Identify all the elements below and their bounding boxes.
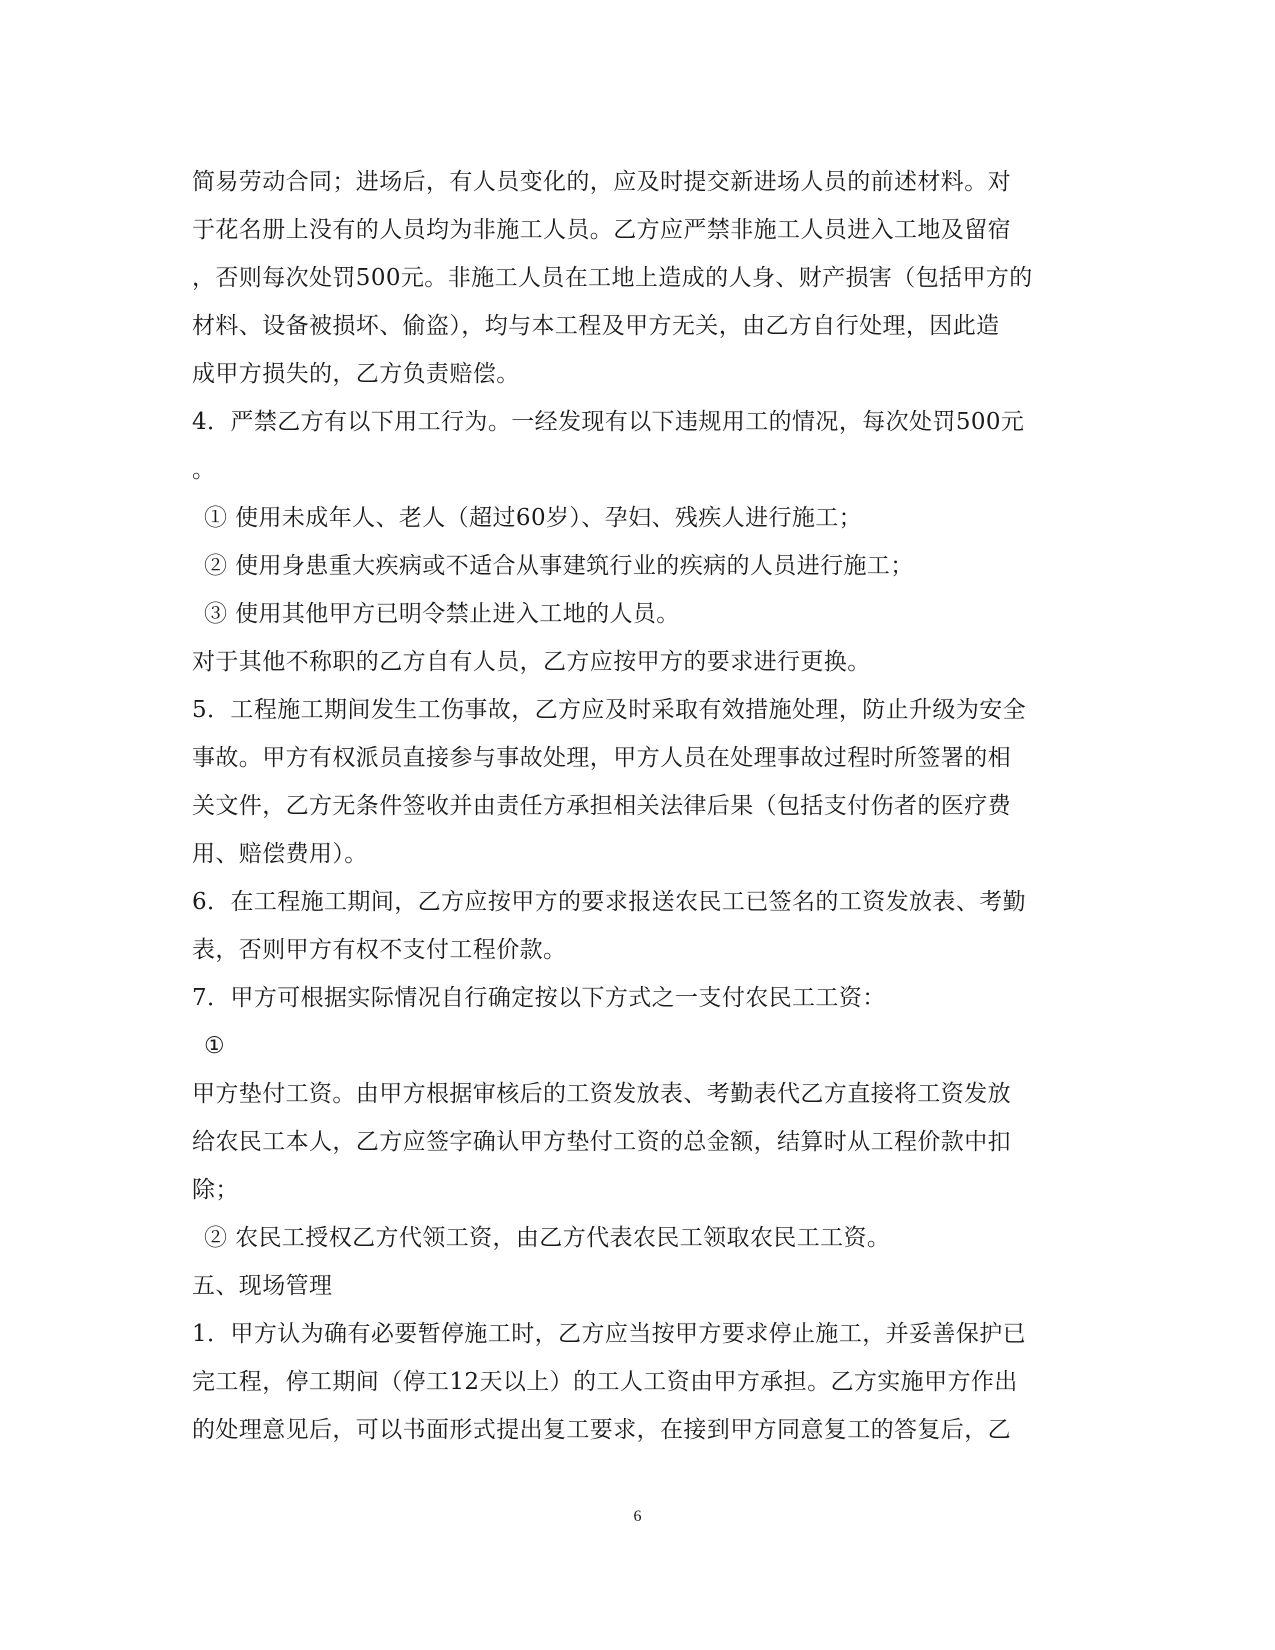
text-line: 给农民工本人，乙方应签字确认甲方垫付工资的总金额，结算时从工程价款中扣 [192,1129,1011,1155]
text-line: 除； [192,1177,239,1203]
clause-6: 6．在工程施工期间，乙方应按甲方的要求报送农民工已签名的工资发放表、考勤 [192,889,1027,915]
text-line: 表，否则甲方有权不支付工程价款。 [192,937,567,963]
text-line: 完工程，停工期间（停工12天以上）的工人工资由甲方承担。乙方实施甲方作出 [192,1369,1018,1395]
list-marker: ① [204,1033,226,1059]
clause-5: 5．工程施工期间发生工伤事故，乙方应及时采取有效措施处理，防止升级为安全 [192,697,1027,723]
text-line: 的处理意见后，可以书面形式提出复工要求，在接到甲方同意复工的答复后，乙 [192,1417,1011,1443]
text-line: 。 [192,457,216,483]
text-line: 关文件，乙方无条件签收并由责任方承担相关法律后果（包括支付伤者的医疗费 [192,793,1011,819]
clause-1: 1．甲方认为确有必要暂停施工时，乙方应当按甲方要求停止施工，并妥善保护已 [192,1321,1027,1347]
text-line: ，否则每次处罚500元。非施工人员在工地上造成的人身、财产损害（包括甲方的 [192,265,1033,291]
document-body [192,158,1082,1454]
text-line: 成甲方损失的，乙方负责赔偿。 [192,361,520,387]
clause-4: 4．严禁乙方有以下用工行为。一经发现有以下违规用工的情况，每次处罚500元 [192,409,1025,435]
page-number: 6 [633,1508,642,1525]
list-item: ③ 使用其他甲方已明令禁止进入工地的人员。 [204,601,680,627]
text-line: 事故。甲方有权派员直接参与事故处理，甲方人员在处理事故过程时所签署的相 [192,745,1011,771]
list-item: ② 农民工授权乙方代领工资，由乙方代表农民工领取农民工工资。 [204,1225,891,1251]
text-line: 材料、设备被损坏、偷盗），均与本工程及甲方无关，由乙方自行处理，因此造 [192,313,1000,339]
text-line: 甲方垫付工资。由甲方根据审核后的工资发放表、考勤表代乙方直接将工资发放 [192,1081,1011,1107]
clause-7: 7．甲方可根据实际情况自行确定按以下方式之一支付农民工工资： [192,985,886,1011]
text-line: 对于其他不称职的乙方自有人员，乙方应按甲方的要求进行更换。 [192,649,871,675]
section-heading: 五、现场管理 [192,1273,333,1299]
list-item: ② 使用身患重大疾病或不适合从事建筑行业的疾病的人员进行施工； [204,553,914,579]
text-line: 用、赔偿费用）。 [192,841,368,867]
text-line: 于花名册上没有的人员均为非施工人员。乙方应严禁非施工人员进入工地及留宿 [192,217,1011,243]
text-line: 简易劳动合同；进场后，有人员变化的，应及时提交新进场人员的前述材料。对 [192,169,1011,195]
list-item: ① 使用未成年人、老人（超过60岁）、孕妇、残疾人进行施工； [204,505,863,531]
